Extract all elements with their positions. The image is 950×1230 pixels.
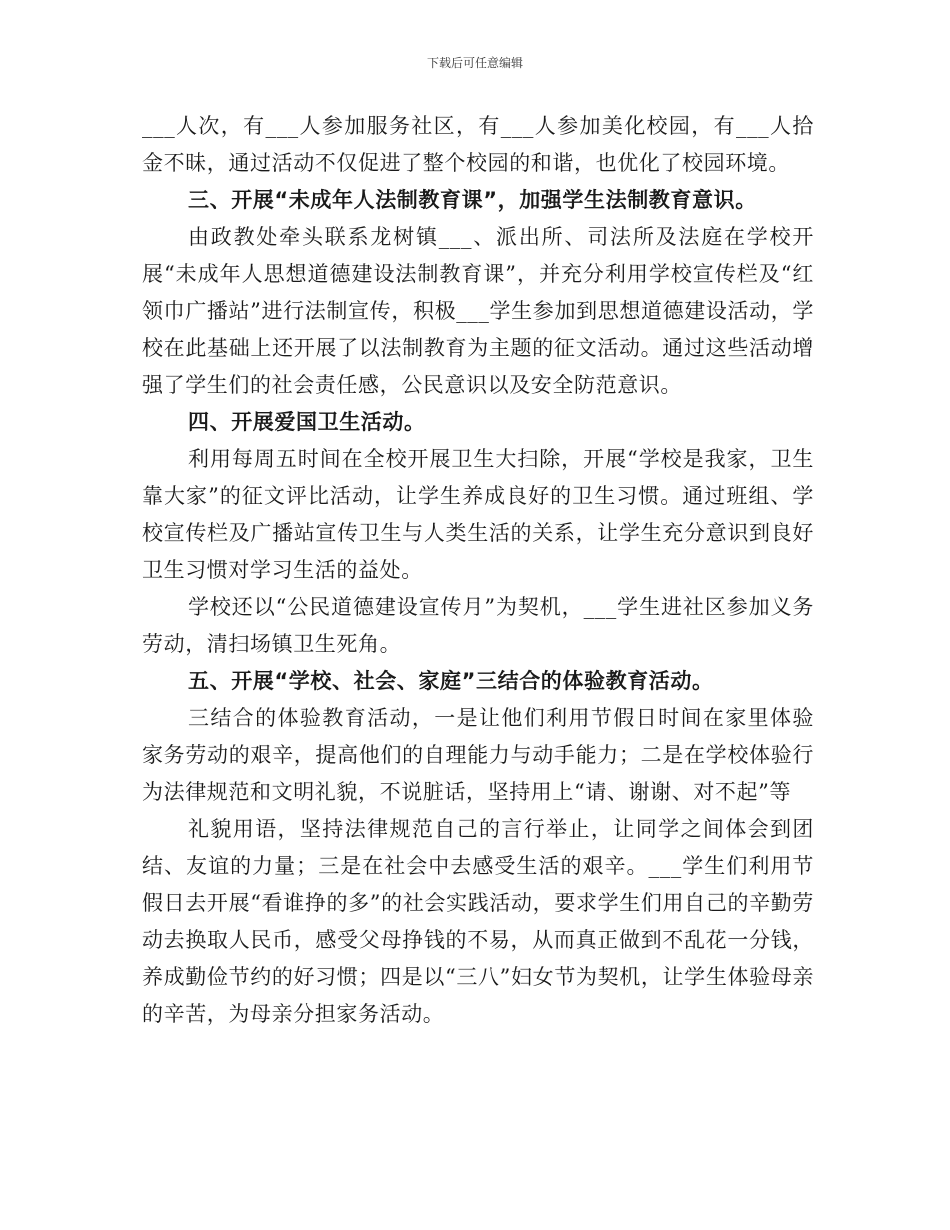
- section-heading-3: 三、开展“未成年人法制教育课”，加强学生法制教育意识。: [188, 188, 757, 212]
- document-body: [142, 108, 814, 1033]
- paragraph-courtesy-practice: 礼貌用语，坚持法律规范自己的言行举止，让同学之间体会到团结、友谊的力量；三是在社会中去感受生活的艰辛。___学生们利用节假日去开展“看谁挣的多”的社会实践活动，要求学生们用自己的辛勤劳动去换取人民币，感受父母挣钱的不易，从而真正做到不乱花一分钱，养成勤俭节约的好习惯；四是以“三八”妇女节为契机，让学生体验母亲的辛苦，为母亲分担家务活动。: [142, 817, 814, 1026]
- section-heading-4: 四、开展爱国卫生活动。: [188, 410, 426, 434]
- paragraph-legal-education: 由政教处牵头联系龙树镇___、派出所、司法所及法庭在学校开展“未成年人思想道德建设法制教育课”，并充分利用学校宣传栏及“红领巾广播站”进行法制宣传，积极___学生参加到思想道德建设活动，学校在此基础上还开展了以法制教育为主题的征文活动。通过这些活动增强了学生们的社会责任感，公民意识以及安全防范意识。: [142, 225, 814, 397]
- paragraph-volunteer-stats: ___人次，有___人参加服务社区，有___人参加美化校园，有___人拾金不昧，通过活动不仅促进了整个校园的和谐，也优化了校园环境。: [142, 114, 814, 175]
- page-header: 下载后可任意编辑: [426, 56, 523, 70]
- section-heading-5: 五、开展“学校、社会、家庭”三结合的体验教育活动。: [188, 669, 714, 693]
- paragraph-hygiene: 利用每周五时间在全校开展卫生大扫除，开展“学校是我家，卫生靠大家”的征文评比活动，让学生养成良好的卫生习惯。通过班组、学校宣传栏及广播站宣传卫生与人类生活的关系，让学生充分意识到良好卫生习惯对学习生活的益处。: [142, 447, 814, 582]
- paragraph-experience-education: 三结合的体验教育活动，一是让他们利用节假日时间在家里体验家务劳动的艰辛，提高他们的自理能力与动手能力；二是在学校体验行为法律规范和文明礼貌，不说脏话，坚持用上“请、谢谢、对不起”等: [142, 706, 814, 804]
- paragraph-civic-morality: 学校还以“公民道德建设宣传月”为契机，___学生进社区参加义务劳动，清扫场镇卫生死角。: [142, 595, 814, 656]
